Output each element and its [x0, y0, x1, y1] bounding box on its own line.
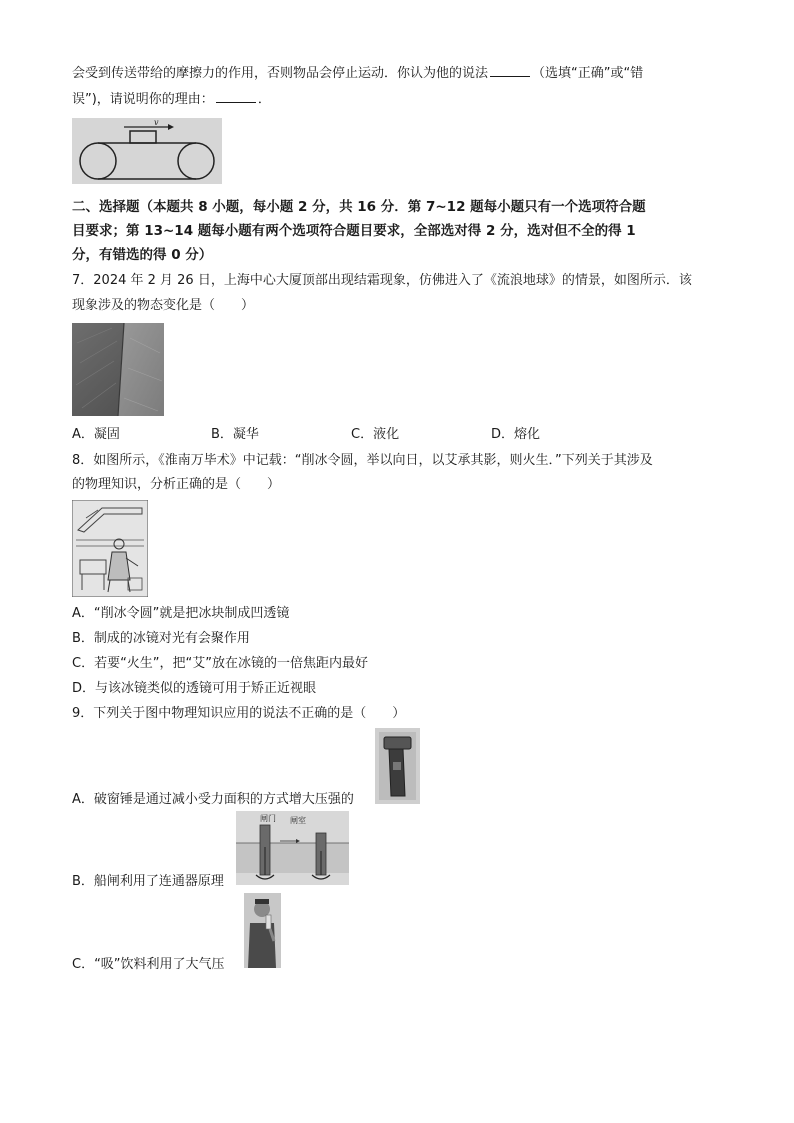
lock-gate-label: 闸门	[260, 814, 276, 823]
ship-lock-image	[236, 811, 349, 885]
svg-text:v: v	[154, 118, 159, 127]
section-heading-line-2: 目要求；第 13~14 题每小题有两个选项符合题目要求，全部选对得 2 分，选对但不全的得 1	[72, 223, 636, 239]
ancient-illustration-svg	[72, 500, 148, 597]
lock-chamber-label: 闸室	[290, 816, 306, 825]
q7-option-c: C．液化	[351, 427, 400, 442]
ancient-illustration	[72, 500, 148, 597]
q9-line-1: 9．下列关于图中物理知识应用的说法不正确的是（ ）	[72, 706, 406, 721]
q9-option-c: C．“吸”饮料利用了大气压	[72, 957, 225, 972]
section-heading-line-1: 二、选择题（本题共 8 小题，每小题 2 分，共 16 分．第 7~12 题每小题只有一个选项符合题	[72, 199, 646, 215]
q8-line-2: 的物理知识，分析正确的是（ ）	[72, 477, 281, 492]
q6-line-2: 误”)，请说明你的理由： ．	[72, 92, 271, 107]
q8-option-a: A．“削冰令圆”就是把冰块制成凹透镜	[72, 606, 290, 621]
q9-option-b: B．船闸利用了连通器原理	[72, 874, 224, 889]
q7-line-2: 现象涉及的物态变化是（ ）	[72, 298, 255, 313]
q7-option-a: A．凝固	[72, 427, 120, 442]
frost-photo	[72, 323, 164, 416]
q7-line-1: 7．2024 年 2 月 26 日，上海中心大厦顶部出现结霜现象，仿佛进入了《流浪地球》的情景，如图所示．该	[72, 273, 692, 288]
conveyor-belt-svg	[72, 118, 222, 184]
q8-option-c: C．若要“火生”，把“艾”放在冰镜的一倍焦距内最好	[72, 656, 369, 671]
window-breaker-hammer-image	[375, 728, 420, 804]
hammer-svg	[375, 728, 420, 804]
q8-option-d: D．与该冰镜类似的透镜可用于矫正近视眼	[72, 681, 317, 696]
ship-lock-svg	[236, 811, 349, 885]
q8-line-1: 8．如图所示，《淮南万毕术》中记载：“削冰令圆，举以向日，以艾承其影，则火生．”下列关于其涉及	[72, 453, 653, 468]
child-svg	[244, 893, 281, 968]
frost-photo-svg	[72, 323, 164, 416]
q9-option-a: A．破窗锤是通过减小受力面积的方式增大压强的	[72, 792, 354, 807]
q8-option-b: B．制成的冰镜对光有会聚作用	[72, 631, 250, 646]
q7-option-b: B．凝华	[211, 427, 259, 442]
q7-option-d: D．熔化	[491, 427, 541, 442]
answer-blank	[490, 64, 530, 77]
answer-blank	[216, 90, 256, 103]
section-heading-line-3: 分，有错选的得 0 分）	[72, 247, 213, 263]
drinking-child-image	[244, 893, 281, 968]
conveyor-belt-figure	[72, 118, 222, 184]
q6-line-1: 会受到传送带给的摩擦力的作用，否则物品会停止运动．你认为他的说法 （选填“正确”或“错	[72, 66, 644, 81]
